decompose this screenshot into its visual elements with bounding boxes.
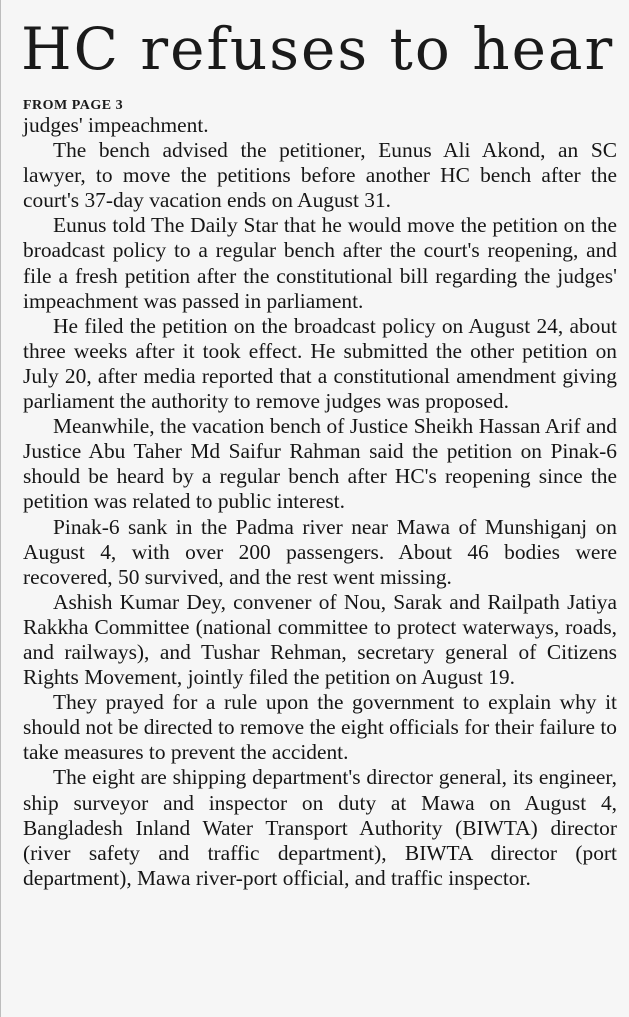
article-body [23, 113, 617, 891]
paragraph-2: The bench advised the petitioner, Eunus Ali Akond, an SC lawyer, to move the petitions before another HC bench after the court's 37-day vacation ends on August 31. [23, 138, 617, 213]
headline: HC refuses to hear [21, 15, 615, 83]
paragraph-3: Eunus told The Daily Star that he would move the petition on the broadcast policy to a regular bench after the court's reopening, and file a fresh petition after the constitutional bill regarding the judges' impeachment was passed in parliament. [23, 213, 617, 313]
paragraph-5: Meanwhile, the vacation bench of Justice Sheikh Hassan Arif and Justice Abu Taher Md Saifur Rahman said the petition on Pinak-6 should be heard by a regular bench after HC's reopening since the petition was related to public interest. [23, 414, 617, 514]
paragraph-4: He filed the petition on the broadcast policy on August 24, about three weeks after it took effect. He submitted the other petition on July 20, after media reported that a constitutional amendment giving parliament the authority to remove judges was proposed. [23, 313, 617, 414]
paragraph-9: The eight are shipping department's director general, its engineer, ship surveyor and inspector on duty at Mawa on August 4, Bangladesh Inland Water Transport Authority (BIWTA) director (river safety and traffic department), BIWTA director (port department), Mawa river-port official, and traffic inspector. [23, 765, 617, 890]
paragraph-6: Pinak-6 sank in the Padma river near Mawa of Munshiganj on August 4, with over 200 passengers. About 46 bodies were recovered, 50 survived, and the rest went missing. [23, 514, 617, 589]
continued-from-label: FROM PAGE 3 [23, 98, 124, 113]
paragraph-7: Ashish Kumar Dey, convener of Nou, Sarak and Railpath Jatiya Rakkha Committee (national committee to protect waterways, roads, and railways), and Tushar Rehman, secretary general of Citizens Rights Movement, jointly filed the petition on August 19. [23, 589, 617, 690]
paragraph-8: They prayed for a rule upon the government to explain why it should not be directed to remove the eight officials for their failure to take measures to prevent the accident. [23, 690, 617, 765]
paragraph-1: judges' impeachment. [23, 113, 209, 137]
